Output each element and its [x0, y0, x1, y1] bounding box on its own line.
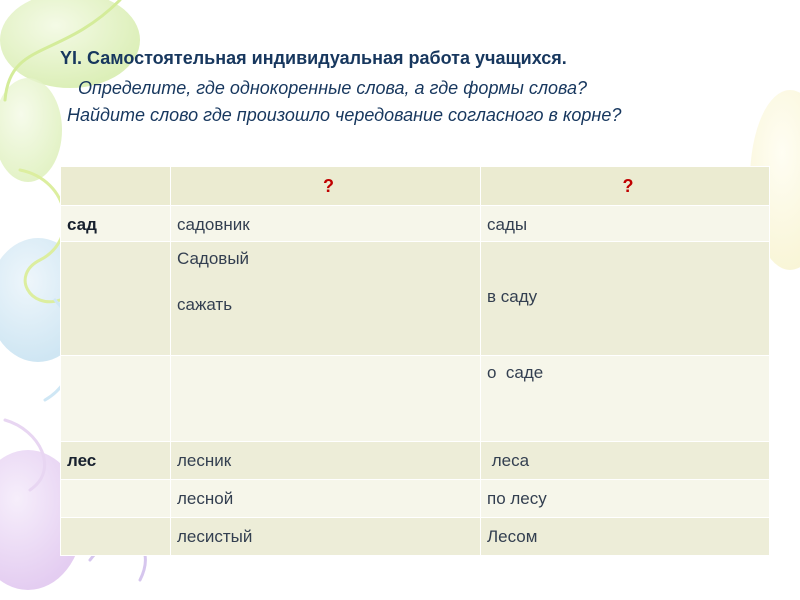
root-cell: [61, 442, 171, 480]
related-cell: [171, 518, 481, 556]
root-word: [67, 356, 170, 365]
root-cell: [61, 356, 171, 442]
instruction-line-1: Определите, где однокоренные слова, а где формы слова?: [78, 78, 588, 98]
form-cell: [481, 480, 770, 518]
header-cell-question-2: ?: [481, 167, 770, 206]
table-row: [61, 242, 770, 356]
table-row: [61, 518, 770, 556]
root-word: лес: [67, 451, 97, 470]
related-word: лесник: [177, 451, 232, 470]
form-cell: [481, 206, 770, 242]
form-word: сады: [487, 215, 528, 234]
root-word: [67, 480, 170, 489]
form-cell: [481, 442, 770, 480]
form-word: о саде: [487, 363, 544, 382]
table-row: [61, 206, 770, 242]
table-header-row: [61, 167, 770, 206]
root-cell: [61, 480, 171, 518]
related-word: сажать: [177, 295, 233, 314]
form-word: в саду: [487, 287, 538, 306]
related-word: садовник: [177, 215, 250, 234]
form-cell: [481, 242, 770, 356]
related-word: лесистый: [177, 527, 253, 546]
root-cell: [61, 206, 171, 242]
related-cell: [171, 242, 481, 356]
root-cell: [61, 518, 171, 556]
form-word: по лесу: [487, 489, 547, 508]
root-cell: [61, 242, 171, 356]
related-word: Садовый: [177, 249, 250, 268]
header-cell-question-1: ?: [171, 167, 481, 206]
form-cell: [481, 356, 770, 442]
slide-title: YI. Самостоятельная индивидуальная работа учащихся.: [60, 48, 567, 68]
related-cell: [171, 442, 481, 480]
root-word: [67, 242, 170, 251]
related-word: [177, 356, 480, 365]
form-word: Лесом: [487, 527, 538, 546]
form-cell: [481, 518, 770, 556]
header-cell-root: [61, 167, 171, 206]
table-row: [61, 442, 770, 480]
related-cell: [171, 356, 481, 442]
instruction-line-2: Найдите слово где произошло чередование согласного в корне?: [67, 105, 622, 125]
exercise-table: [60, 166, 770, 556]
related-word: лесной: [177, 489, 234, 508]
related-cell: [171, 480, 481, 518]
table-row: [61, 356, 770, 442]
root-word: [67, 518, 170, 527]
root-word: сад: [67, 215, 97, 234]
related-cell: [171, 206, 481, 242]
form-word: леса: [487, 451, 530, 470]
table-row: [61, 480, 770, 518]
